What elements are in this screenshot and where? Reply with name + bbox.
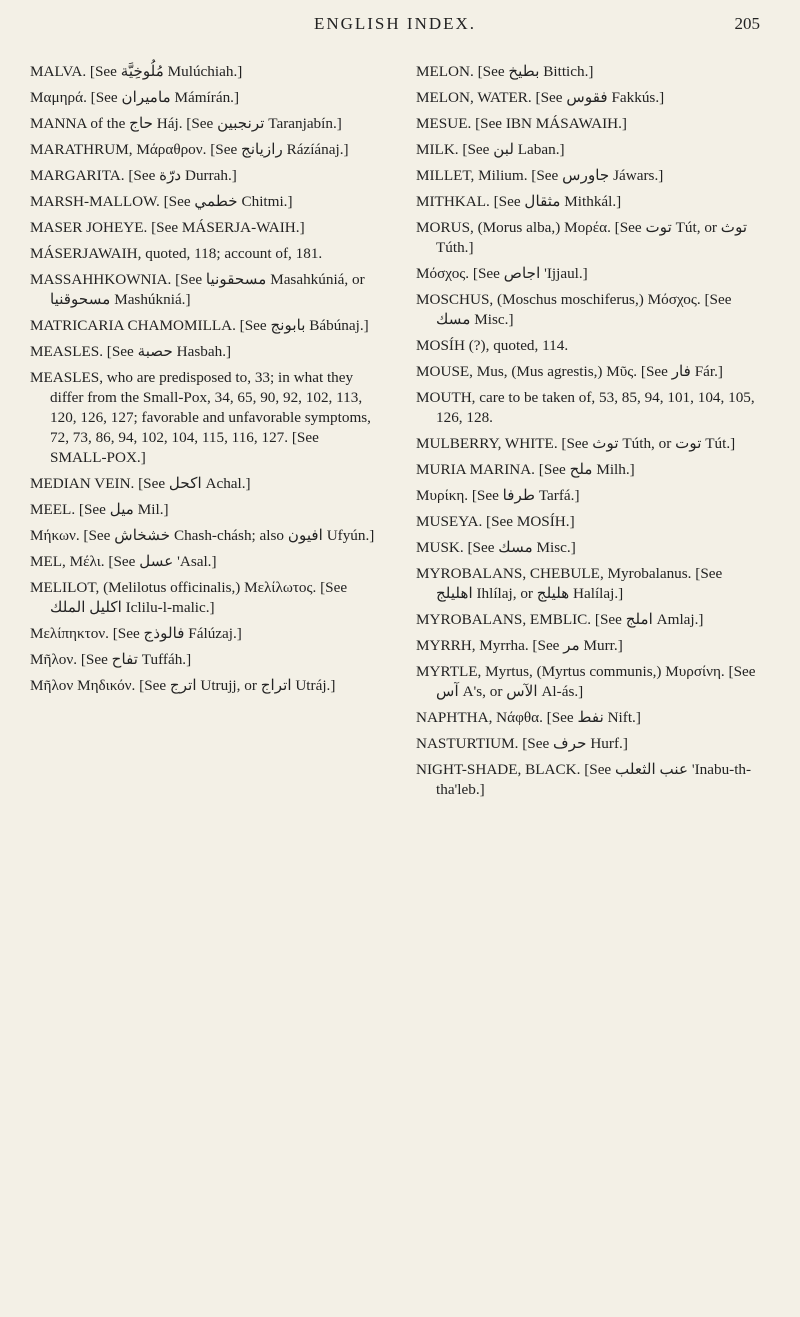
index-entry: Μόσχος. [See اجاص 'Ijjaul.] [416,265,588,282]
index-entry: MALVA. [See مُلُوخِيَّة Mulúchiah.] [30,63,243,80]
index-entry: MORUS, (Morus alba,) Μορέα. [See توت Tút, or توث Túth.] [416,219,748,256]
index-entry: MARATHRUM, Μάραθρον. [See رازيانج Rázíánaj.] [30,141,349,158]
index-entry: MITHKAL. [See مثقال Mithkál.] [416,193,622,210]
index-entry: Μελίπηκτον. [See فالوذج Fálúzaj.] [30,625,242,642]
index-entry: MEASLES, who are predisposed to, 33; in what they differ from the Small-Pox, 34, 65, 90, 92, 102, 113, 120, 126, 127; favorable and unfavorable symptoms, 72, 73, 86, 94, 102, 104, 115, 116, 127. [See SMALL-POX.] [30,369,371,466]
index-entry: NIGHT-SHADE, BLACK. [See عنب الثعلب 'Inabu-th-tha'leb.] [416,761,752,798]
index-entry: MEEL. [See ميل Mil.] [30,501,169,518]
page-number: 205 [734,14,760,33]
index-entry: MILK. [See لبن Laban.] [416,141,565,158]
index-entry: MYROBALANS, CHEBULE, Myrobalanus. [See اهليلج Ihlílaj, or هليلج Halílaj.] [416,565,723,602]
index-entry: Μῆλον Μηδικόν. [See اترج Utrujj, or اتراج Utráj.] [30,677,336,694]
index-entry: MOSÍH (?), quoted, 114. [416,337,569,354]
index-entry: Μήκων. [See خشخاش Chash-chásh; also افيون Ufyún.] [30,527,375,544]
index-entry: MUSEYA. [See MOSÍH.] [416,513,575,530]
index-entry: MELON, WATER. [See فقوس Fakkús.] [416,89,665,106]
index-entry: MUSK. [See مسك Misc.] [416,539,576,556]
index-entry: MÁSERJAWAIH, quoted, 118; account of, 181. [30,245,323,262]
index-entry: MESUE. [See IBN MÁSAWAIH.] [416,115,627,132]
index-entry: MYRRH, Myrrha. [See مر Murr.] [416,637,623,654]
index-entry: MULBERRY, WHITE. [See توث Túth, or توت Tút.] [416,435,736,452]
index-entry: MEL, Μέλι. [See عسل 'Asal.] [30,553,217,570]
index-entry: NASTURTIUM. [See حرف Hurf.] [416,735,628,752]
index-entry: MOSCHUS, (Moschus moschiferus,) Μόσχος. [See مسك Misc.] [416,291,732,328]
index-entry: MARSH-MALLOW. [See خطمي Chitmi.] [30,193,293,210]
index-entry: Μαμηρά. [See ماميران Mámírán.] [30,89,240,106]
index-entry: MARGARITA. [See درّة Durrah.] [30,167,237,184]
index-entry: MELILOT, (Melilotus officinalis,) Μελίλωτος. [See اكليل الملك Iclilu-l-malic.] [30,579,348,616]
index-entry: MYROBALANS, EMBLIC. [See املج Amlaj.] [416,611,704,628]
index-entry: Μυρίκη. [See طرفا Tarfá.] [416,487,580,504]
index-entry: MANNA of the حاج Háj. [See ترنجبين Taranjabín.] [30,115,342,132]
index-entry: MOUSE, Mus, (Mus agrestis,) Μῦς. [See فار Fár.] [416,363,723,380]
index-entry: MASSAHHKOWNIA. [See مسحقونيا Masahkúniá, or مسحوقنيا Mashúkniá.] [30,271,365,308]
page-header [30,14,760,44]
left-column [30,62,375,702]
index-entry: MELON. [See بطيخ Bittich.] [416,63,594,80]
index-entry: NAPHTHA, Νάφθα. [See نفط Nift.] [416,709,641,726]
index-entry: Μῆλον. [See تفاح Tuffáh.] [30,651,192,668]
index-entry: MYRTLE, Myrtus, (Myrtus communis,) Μυρσίνη. [See آس A's, or الآس Al-ás.] [416,663,756,700]
right-column [416,62,761,806]
index-entry: MEASLES. [See حصبة Hasbah.] [30,343,232,360]
index-entry: MASER JOHEYE. [See MÁSERJA-WAIH.] [30,219,305,236]
index-entry: MEDIAN VEIN. [See اكحل Achal.] [30,475,251,492]
index-entry: MOUTH, care to be taken of, 53, 85, 94, 101, 104, 105, 126, 128. [416,389,755,426]
index-entry: MATRICARIA CHAMOMILLA. [See بابونج Bábúnaj.] [30,317,369,334]
index-entry: MILLET, Milium. [See جاورس Jáwars.] [416,167,664,184]
running-title: ENGLISH INDEX. [313,14,477,33]
index-entry: MURIA MARINA. [See ملح Milh.] [416,461,635,478]
